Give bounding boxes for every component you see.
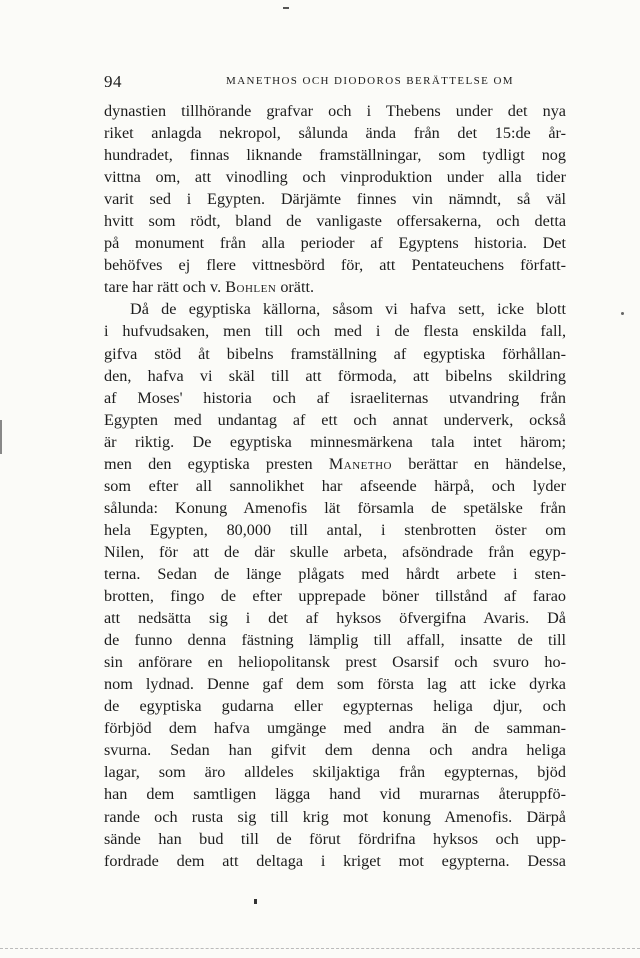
text-line: i hufvudsaken, men till och med i de flesta enskilda fall,	[104, 322, 566, 341]
scan-bottom-edge	[0, 948, 640, 949]
text-line: terna. Sedan de länge plågats med hårdt arbete i sten-	[104, 564, 566, 583]
text-line: Egypten med undantag af ett och annat underverk, också	[104, 410, 566, 429]
body-text	[104, 100, 566, 872]
text-line: de egyptiska gudarna eller egypternas heliga djur, och	[104, 697, 566, 716]
text-line: är riktig. De egyptiska minnesmärkena tala intet härom;	[104, 432, 566, 451]
text-line: de funno denna fästning lämplig till affall, insatte de till	[104, 631, 566, 650]
text-line: att nedsätta sig i det af hyksos öfvergifna Avaris. Då	[104, 609, 566, 628]
text-segment: tare har rätt och v.	[104, 278, 226, 297]
text-line: af Moses' historia och af israeliternas utvandring från	[104, 388, 566, 407]
text-line: hundradet, finnas liknande framställningar, som tydligt nog	[104, 146, 566, 165]
text-line: sålunda: Konung Amenofis lät församla de spetälske från	[104, 498, 566, 517]
text-line	[104, 276, 566, 298]
print-speck-top	[283, 7, 289, 9]
text-line: brotten, fingo de efter upprepade böner tillstånd af farao	[104, 587, 566, 606]
text-segment: orätt.	[276, 278, 315, 297]
text-segment: men den egyptiska presten	[104, 454, 329, 473]
page-edge-mark	[0, 420, 2, 454]
text-line: vittna om, att vinodling och vinproduktion under alla tider	[104, 168, 566, 187]
running-head: MANETHOS OCH DIODOROS BERÄTTELSE OM	[226, 75, 514, 87]
text-line: dynastien tillhörande grafvar och i Thebens under det nya	[104, 102, 566, 120]
text-line: hela Egypten, 80,000 till antal, i stenbrotten öster om	[104, 520, 566, 539]
text-line: den, hafva vi skäl till att förmoda, att bibelns skildring	[104, 366, 566, 385]
text-line: sin anförare en heliopolitansk prest Osarsif och svuro ho-	[104, 653, 566, 672]
text-segment: berättar en händelse,	[391, 454, 566, 473]
text-line: lagar, som äro alldeles skiljaktiga från egypternas, bjöd	[104, 763, 566, 782]
page-header	[104, 72, 566, 94]
text-line: Nilen, för att de där skulle arbeta, afsöndrade från egyp-	[104, 542, 566, 561]
text-line: svurna. Sedan han gifvit dem denna och andra heliga	[104, 741, 566, 760]
text-line: riket anlagda nekropol, sålunda ända från det 15:de år-	[104, 124, 566, 143]
text-line: förbjöd dem hafva umgänge med andra än de samman-	[104, 719, 566, 738]
text-line	[104, 453, 566, 475]
text-line: hvitt som rödt, bland de vanligaste offersakerna, och detta	[104, 212, 566, 231]
text-line: fordrade dem att deltaga i kriget mot egypterna. Dessa	[104, 851, 566, 870]
author-name: Manetho	[328, 454, 392, 473]
print-speck-bottom	[254, 899, 257, 904]
text-line: rande och rusta sig till krig mot konung Amenofis. Därpå	[104, 807, 566, 826]
text-line: varit sed i Egypten. Därjämte finnes vin nämndt, så väl	[104, 190, 566, 209]
text-line: på monument från alla perioder af Egyptens historia. Det	[104, 234, 566, 253]
author-name: Bohlen	[225, 278, 277, 297]
text-line: sände han bud till de förut fördrifna hyksos och upp-	[104, 829, 566, 848]
text-line: behöfves ej flere vittnesbörd för, att Pentateuchens författ-	[104, 256, 566, 275]
text-line: Då de egyptiska källorna, såsom vi hafva sett, icke blott	[130, 300, 566, 319]
text-line: han dem samtligen lägga hand vid murarnas återuppfö-	[104, 785, 566, 804]
text-line: gifva stöd åt bibelns framställning af egyptiska förhållan-	[104, 344, 566, 363]
print-speck-right	[621, 312, 624, 315]
page-number: 94	[104, 72, 122, 91]
text-line: nom lydnad. Denne gaf dem som första lag att icke dyrka	[104, 675, 566, 694]
text-line: som efter all sannolikhet har afseende härpå, och lyder	[104, 476, 566, 495]
